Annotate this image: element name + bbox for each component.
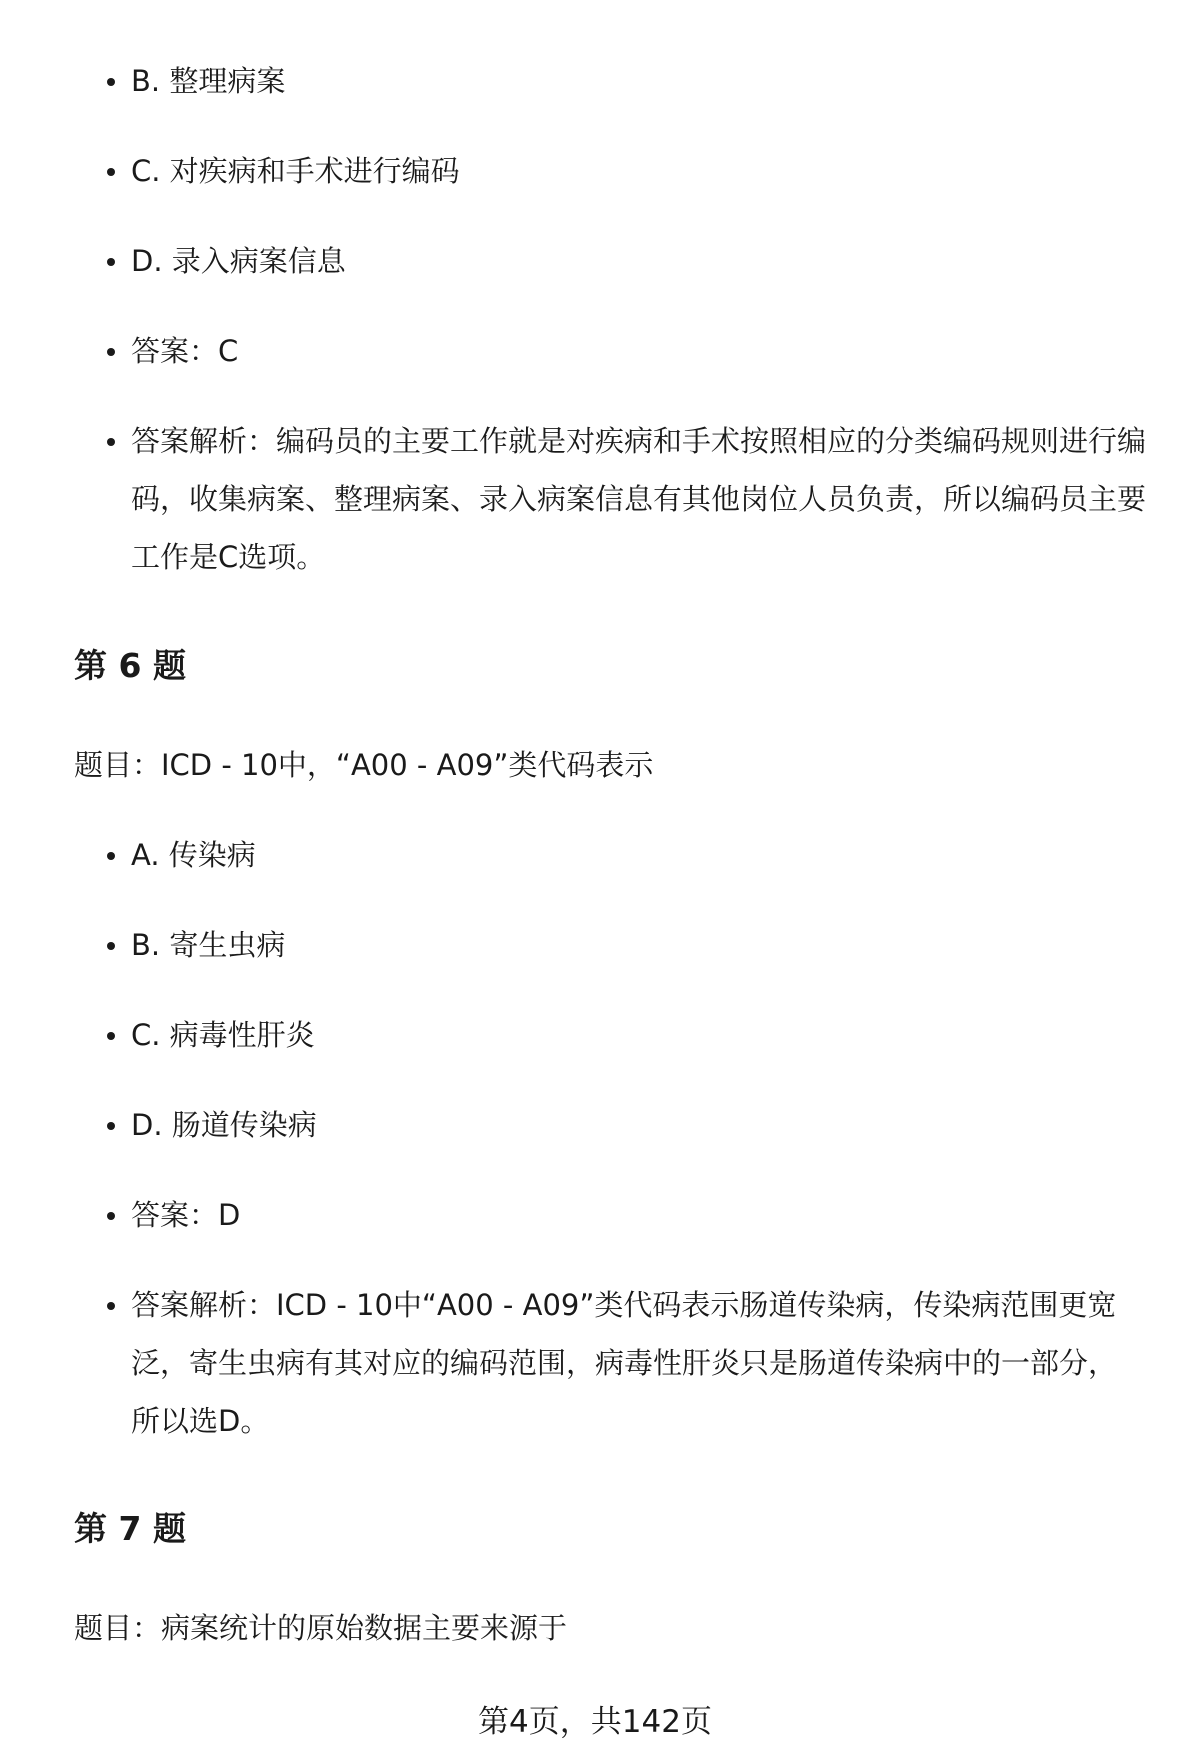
q6-option-d: D. 肠道传染病 [131,1096,1171,1154]
q6-option-b: B. 寄生虫病 [131,916,1171,974]
q5-explanation: 答案解析：编码员的主要工作就是对疾病和手术按照相应的分类编码规则进行编码，收集病案、整理病案、录入病案信息有其他岗位人员负责，所以编码员主要工作是C选项。 [131,412,1171,586]
q6-option-list [131,826,1171,1450]
q6-heading: 第 6 题 [74,646,186,685]
q6-explanation: 答案解析：ICD - 10中“A00 - A09”类代码表示肠道传染病，传染病范围更宽泛，寄生虫病有其对应的编码范围，病毒性肝炎只是肠道传染病中的一部分，所以选D。 [131,1276,1141,1450]
q6-option-c: C. 病毒性肝炎 [131,1006,1171,1064]
q6-answer: 答案：D [131,1186,1171,1244]
q7-question: 题目：病案统计的原始数据主要来源于 [74,1611,568,1645]
q6-question: 题目：ICD - 10中，“A00 - A09”类代码表示 [74,748,654,782]
q5-option-c: C. 对疾病和手术进行编码 [131,142,1171,200]
page-number-footer: 第4页，共142页 [478,1704,712,1740]
q5-option-list [131,52,1171,586]
q5-option-d: D. 录入病案信息 [131,232,1171,290]
q5-answer: 答案：C [131,322,1171,380]
q6-option-a: A. 传染病 [131,826,1171,884]
q5-option-b: B. 整理病案 [131,52,1171,110]
q7-heading: 第 7 题 [74,1509,186,1548]
